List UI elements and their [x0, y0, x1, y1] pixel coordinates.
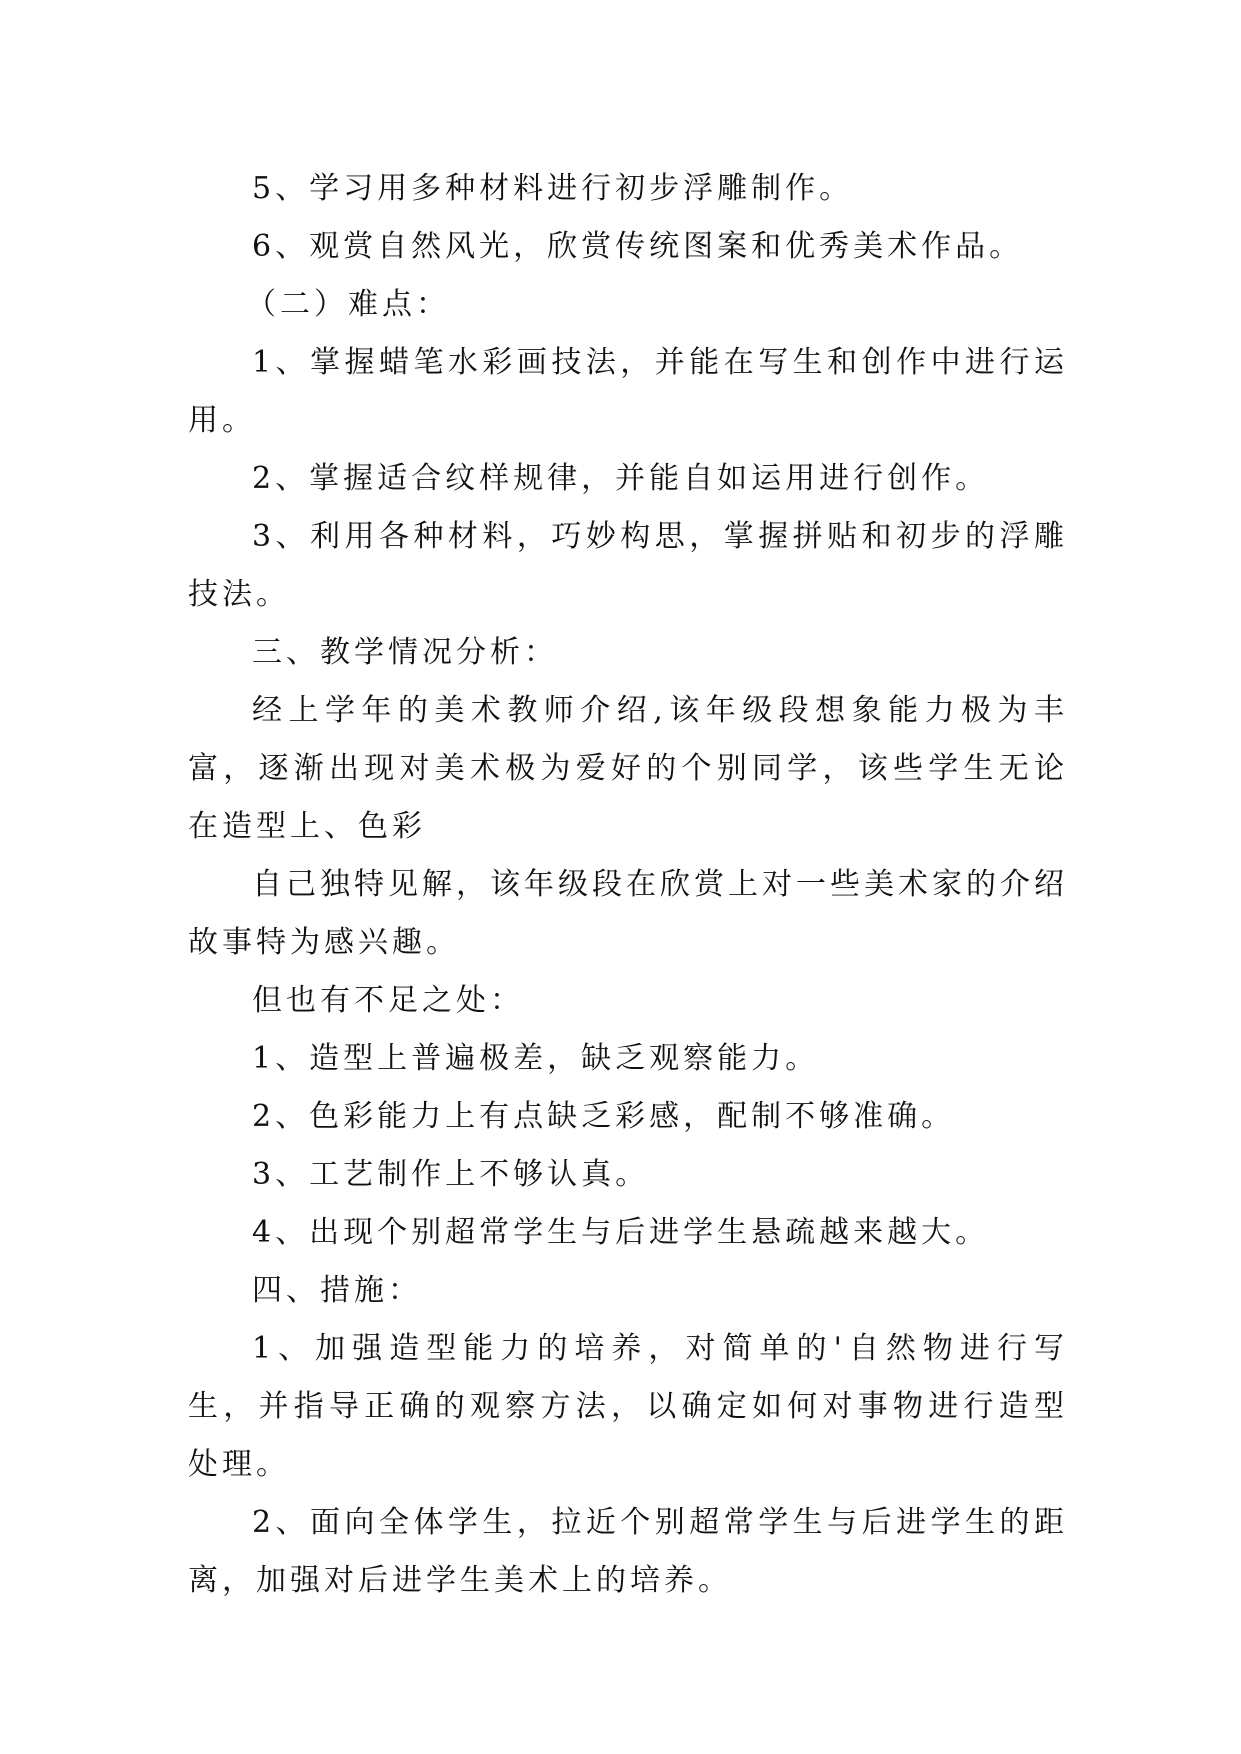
measure-1: 1、加强造型能力的培养，对简单的'自然物进行写生，并指导正确的观察方法，以确定如何对事物进行造型处理。 [188, 1331, 1068, 1482]
shortcoming-1: 1、造型上普遍极差，缺乏观察能力。 [252, 1041, 820, 1076]
shortcoming-4: 4、出现个别超常学生与后进学生悬疏越来越大。 [252, 1215, 990, 1250]
heading-difficulties: （二）难点： [246, 287, 450, 322]
shortcoming-2: 2、色彩能力上有点缺乏彩感，配制不够准确。 [252, 1099, 956, 1134]
shortcomings-heading: 但也有不足之处： [252, 983, 524, 1018]
heading-teaching-analysis: 三、教学情况分析： [252, 635, 558, 670]
difficulty-2: 2、掌握适合纹样规律，并能自如运用进行创作。 [252, 461, 990, 496]
analysis-paragraph-2: 自己独特见解，该年级段在欣赏上对一些美术家的介绍故事特为感兴趣。 [188, 867, 1068, 960]
difficulty-1: 1、掌握蜡笔水彩画技法，并能在写生和创作中进行运用。 [188, 345, 1068, 438]
analysis-paragraph-1: 经上学年的美术教师介绍,该年级段想象能力极为丰富，逐渐出现对美术极为爱好的个别同学，该些学生无论在造型上、色彩 [188, 693, 1068, 844]
shortcoming-3: 3、工艺制作上不够认真。 [252, 1157, 650, 1192]
difficulty-3: 3、利用各种材料，巧妙构思，掌握拼贴和初步的浮雕技法。 [188, 519, 1068, 612]
paragraph-6: 6、观赏自然风光，欣赏传统图案和优秀美术作品。 [252, 229, 1024, 264]
paragraph-5: 5、学习用多种材料进行初步浮雕制作。 [252, 171, 854, 206]
measure-2: 2、面向全体学生，拉近个别超常学生与后进学生的距离，加强对后进学生美术上的培养。 [188, 1505, 1068, 1598]
document-body [188, 160, 1068, 1610]
heading-measures: 四、措施： [252, 1273, 422, 1308]
